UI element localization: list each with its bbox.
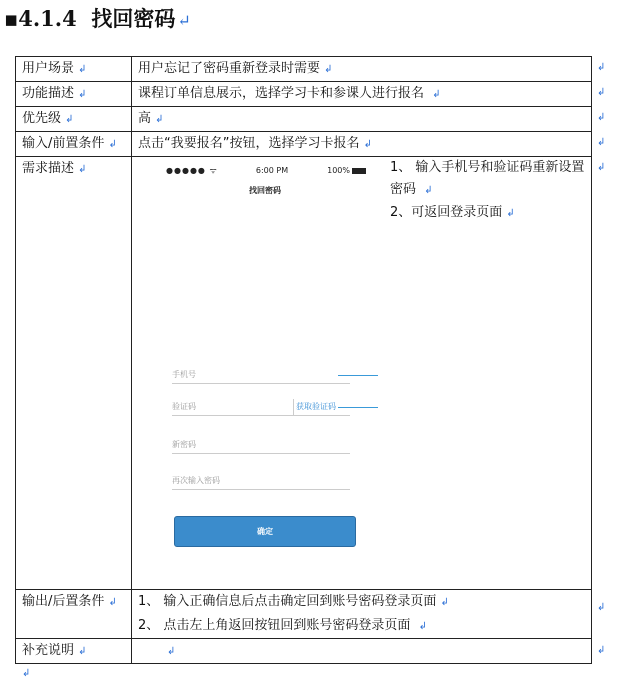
row-end-mark-icon: ↲ (597, 87, 606, 98)
confirm-button[interactable]: 确定 (174, 516, 356, 547)
cell-mark-icon: ↲ (65, 114, 74, 125)
annotation-line (338, 407, 378, 408)
table-row (16, 57, 592, 82)
row-end-mark-icon: ↲ (597, 162, 606, 173)
row-end-mark-icon: ↲ (597, 602, 606, 613)
table-cell-label (16, 57, 132, 82)
cell-mark-icon: ↲ (78, 89, 87, 100)
cell-mark-icon: ↲ (506, 208, 515, 219)
table-row (16, 157, 592, 590)
row-label: 优先级 (22, 111, 62, 126)
row-value: 用户忘记了密码重新登录时需要 (138, 61, 321, 76)
table-cell-value (132, 57, 592, 82)
table-row (16, 639, 592, 664)
table-cell-value (132, 132, 592, 157)
output-line: 2、 点击左上角返回按钮回到账号密码登录页面 (138, 618, 411, 633)
paragraph-end-mark-icon: ↲ (22, 668, 31, 679)
battery-percent: 100% (327, 166, 350, 175)
cell-mark-icon: ↲ (424, 185, 433, 196)
table-cell-label (16, 132, 132, 157)
cell-mark-icon: ↲ (324, 64, 333, 75)
row-value: 课程订单信息展示，选择学习卡和参课人进行报名 (138, 86, 425, 101)
repeat-password-input[interactable]: 再次输入密码 (172, 473, 350, 490)
phone-mockup (150, 159, 380, 536)
section-heading (4, 4, 191, 34)
table-cell-value (132, 590, 592, 639)
screen-title: 找回密码 (249, 186, 281, 195)
cell-mark-icon: ↲ (108, 597, 117, 608)
requirement-table (15, 56, 592, 664)
battery-indicator (327, 165, 366, 177)
cell-mark-icon: ↲ (440, 597, 449, 608)
row-end-mark-icon: ↲ (597, 645, 606, 656)
table-cell-value (132, 639, 592, 664)
row-label: 需求描述 (22, 161, 75, 176)
row-end-mark-icon: ↲ (597, 112, 606, 123)
cell-mark-icon: ↲ (78, 646, 87, 657)
cell-mark-icon: ↲ (78, 164, 87, 175)
row-end-mark-icon: ↲ (597, 62, 606, 73)
row-label: 用户场景 (22, 61, 75, 76)
phone-number-input[interactable]: 手机号 (172, 367, 350, 384)
cell-mark-icon: ↲ (155, 114, 164, 125)
input-divider (293, 399, 294, 415)
heading-number: 4.1.4 (18, 6, 77, 31)
table-row (16, 590, 592, 639)
row-label: 功能描述 (22, 86, 75, 101)
row-label: 输入/前置条件 (22, 136, 105, 151)
table-cell-label (16, 82, 132, 107)
row-value: 点击“我要报名”按钮，选择学习卡报名 (138, 136, 360, 151)
row-label: 输出/后置条件 (22, 594, 105, 609)
requirement-note: 2、可返回登录页面 ↲ (390, 205, 515, 220)
signal-indicator: ●●●●● ᯤ (166, 166, 218, 175)
output-line: 1、 输入正确信息后点击确定回到账号密码登录页面 (138, 594, 437, 609)
table-cell-label (16, 639, 132, 664)
cell-mark-icon: ↲ (166, 646, 176, 657)
get-code-button[interactable]: 获取验证码 (296, 402, 336, 411)
requirement-notes (390, 157, 590, 225)
row-end-mark-icon: ↲ (597, 137, 606, 148)
cell-mark-icon: ↲ (432, 89, 441, 100)
paragraph-mark-icon: ↵ (177, 11, 191, 30)
verification-code-input[interactable]: 验证码 (172, 399, 350, 416)
cell-mark-icon: ↲ (78, 64, 87, 75)
new-password-input[interactable]: 新密码 (172, 437, 350, 454)
cell-mark-icon: ↲ (363, 139, 373, 150)
table-cell-requirement (132, 157, 592, 590)
table-row (16, 132, 592, 157)
annotation-line (338, 375, 378, 376)
heading-title: 找回密码 (91, 6, 176, 31)
cell-mark-icon: ↲ (418, 621, 428, 632)
table-cell-label (16, 157, 132, 590)
table-row (16, 82, 592, 107)
table-cell-label (16, 107, 132, 132)
status-time: 6:00 PM (255, 166, 289, 175)
battery-icon (352, 168, 366, 174)
cell-mark-icon: ↲ (108, 139, 117, 150)
table-row (16, 107, 592, 132)
requirement-note: 1、 输入手机号和验证码重新设置密码 ↲ (390, 160, 585, 197)
row-value: 高 (138, 111, 152, 126)
row-label: 补充说明 (22, 643, 75, 658)
table-cell-label (16, 590, 132, 639)
heading-bullet: ▪ (4, 6, 19, 31)
table-cell-value (132, 107, 592, 132)
table-cell-value (132, 82, 592, 107)
